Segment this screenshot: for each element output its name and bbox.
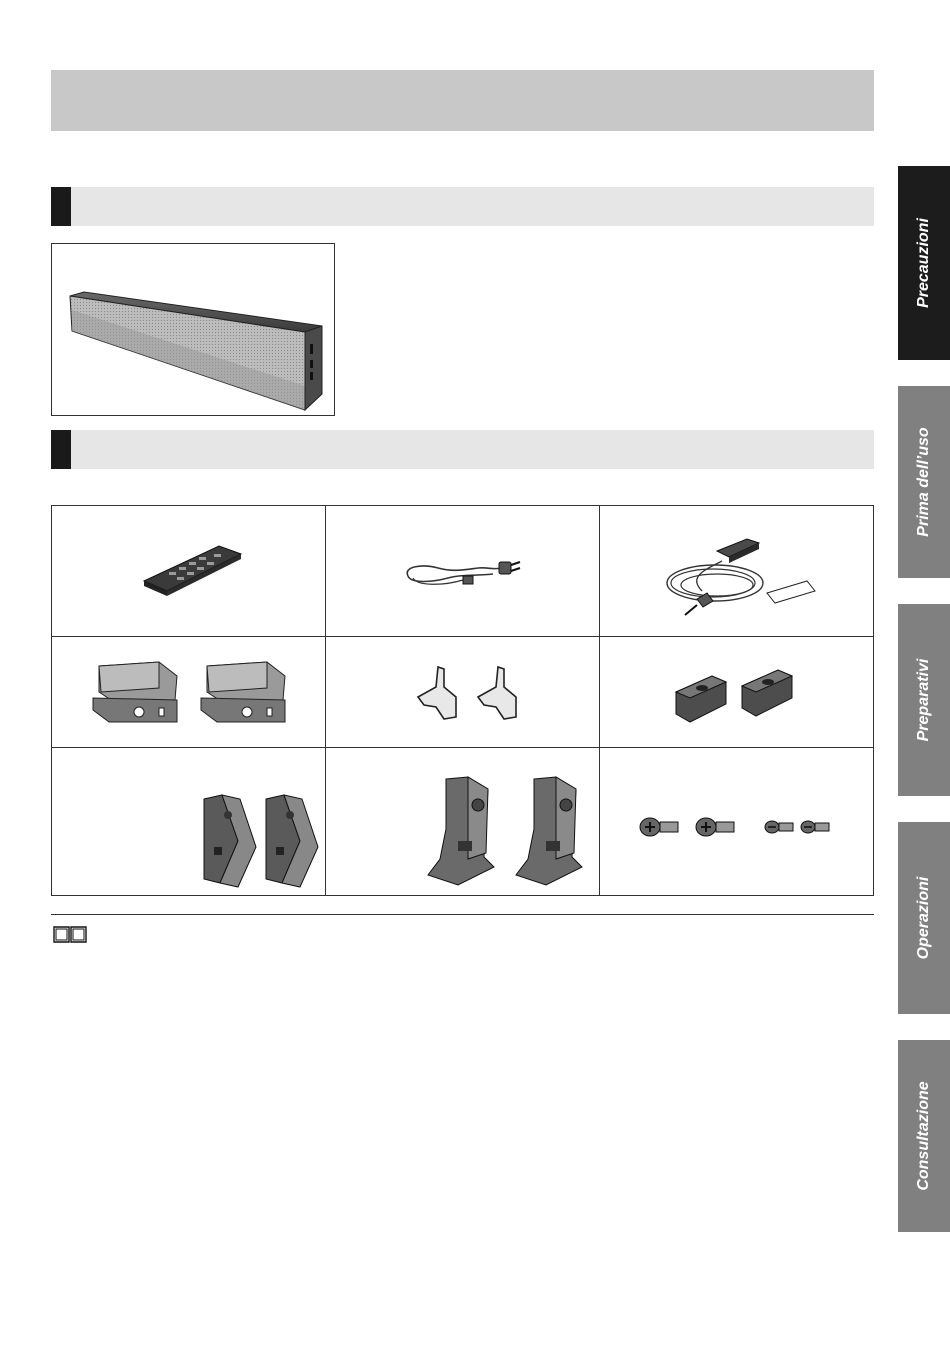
accessory-ac-power-cord bbox=[326, 506, 600, 637]
main-unit-figure bbox=[51, 243, 335, 416]
section-header-accessories bbox=[51, 430, 874, 469]
angled-stand-icon bbox=[328, 749, 598, 895]
accessory-cable-adhesive bbox=[600, 506, 874, 637]
tab-label: Preparativi bbox=[915, 658, 932, 742]
tab-prima-delluso[interactable] bbox=[898, 386, 950, 578]
tab-label: Consultazione bbox=[915, 1081, 932, 1191]
accessory-angled-stands bbox=[326, 748, 600, 896]
speaker-stand-icon bbox=[54, 749, 324, 895]
tab-precauzioni[interactable] bbox=[898, 166, 950, 360]
wall-bracket-icon bbox=[79, 652, 299, 732]
section-header-main-unit bbox=[51, 187, 874, 226]
accessory-speaker-stands bbox=[52, 748, 326, 896]
tab-preparativi[interactable] bbox=[898, 604, 950, 796]
tab-consultazione[interactable] bbox=[898, 1040, 950, 1232]
rubber-foot-icon bbox=[662, 652, 812, 732]
accessory-screws bbox=[600, 748, 874, 896]
accessories-table bbox=[51, 505, 874, 896]
section-marker bbox=[51, 187, 71, 226]
remote-control-icon bbox=[129, 536, 249, 606]
book-icon bbox=[52, 924, 88, 944]
tab-label: Prima dell’uso bbox=[915, 427, 932, 537]
hook-icon bbox=[388, 657, 538, 727]
accessory-rubber-feet bbox=[600, 637, 874, 748]
section-marker bbox=[51, 430, 71, 469]
accessory-remote-control bbox=[52, 506, 326, 637]
tab-label: Precauzioni bbox=[915, 218, 932, 308]
screw-icon bbox=[632, 797, 842, 847]
tab-label: Operazioni bbox=[915, 876, 932, 960]
tab-operazioni[interactable] bbox=[898, 822, 950, 1014]
power-cord-icon bbox=[393, 546, 533, 596]
soundbar-illustration bbox=[52, 244, 334, 415]
cable-pad-icon bbox=[647, 521, 827, 621]
note-divider bbox=[51, 914, 874, 915]
accessory-wall-brackets bbox=[52, 637, 326, 748]
accessory-metal-hooks bbox=[326, 637, 600, 748]
page-title-band bbox=[51, 70, 874, 131]
